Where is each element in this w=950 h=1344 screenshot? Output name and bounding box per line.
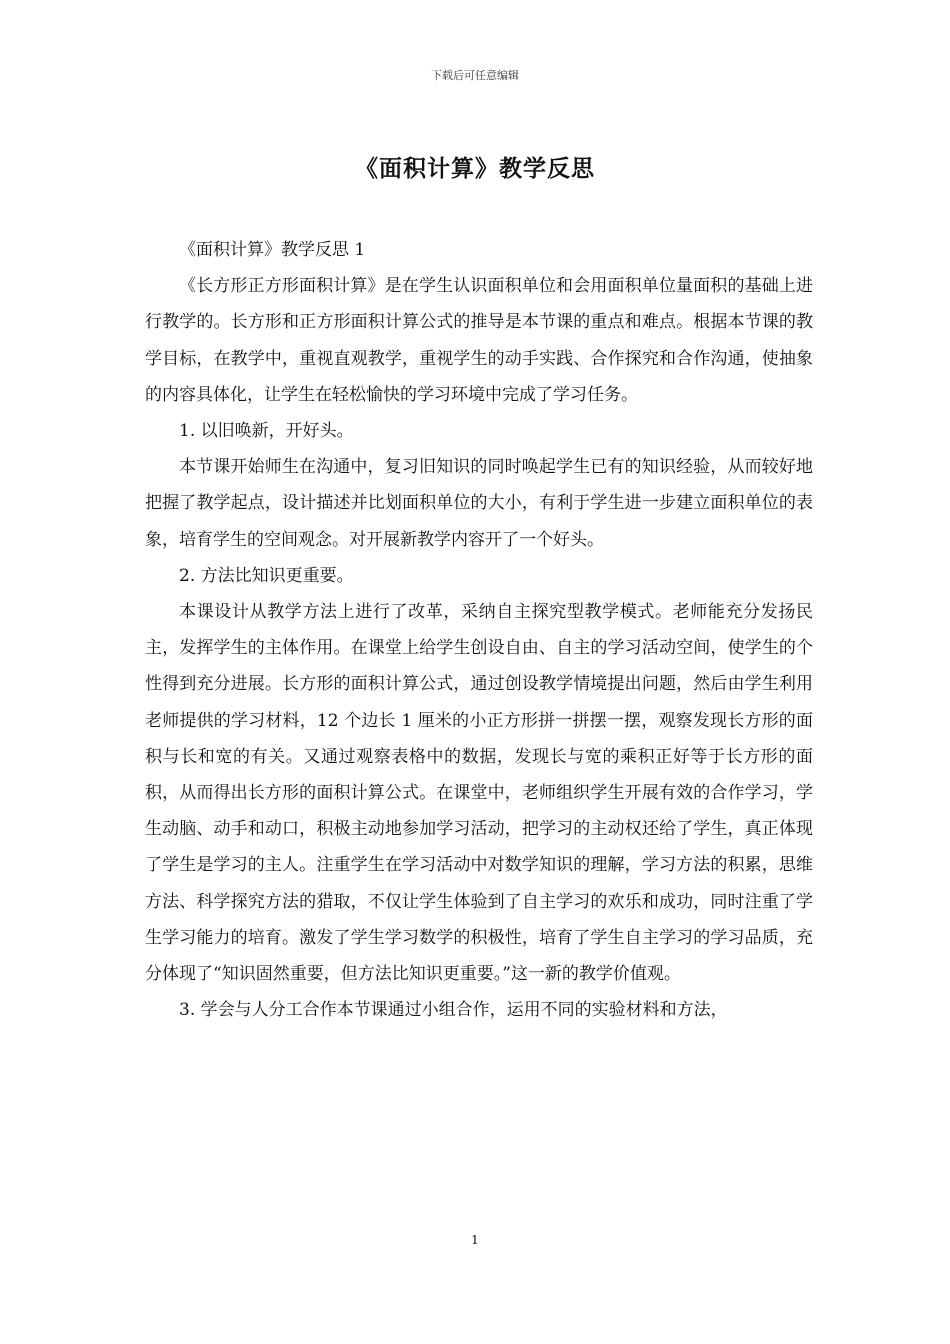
page-number: 1 — [471, 1233, 479, 1247]
paragraph: 《长方形正方形面积计算》是在学生认识面积单位和会用面积单位量面积的基础上进行教学的。长方形和正方形面积计算公式的推导是本节课的重点和难点。根据本节课的教学目标，在教学中，重视直观教学，重视学生的动手实践、合作探究和合作沟通，使抽象的内容具体化，让学生在轻松愉快的学习环境中完成了学习任务。 — [145, 276, 813, 405]
paragraph-heading: 2. 方法比知识更重要。 — [179, 565, 354, 586]
paragraph: 3. 学会与人分工合作本节课通过小组合作，运用不同的实验材料和方法， — [179, 1000, 728, 1021]
paragraph-heading: 1. 以旧唤新，开好头。 — [179, 421, 354, 442]
paragraph: 本节课开始师生在沟通中，复习旧知识的同时唤起学生已有的知识经验，从而较好地把握了教学起点，设计描述并比划面积单位的大小，有利于学生进一步建立面积单位的表象，培育学生的空间观念。对开展新教学内容开了一个好头。 — [145, 457, 813, 550]
document-title: 《面积计算》教学反思 — [355, 156, 595, 182]
header-note: 下载后可任意编辑 — [431, 69, 519, 82]
paragraph-subtitle: 《面积计算》教学反思 1 — [179, 240, 366, 260]
paragraph: 本课设计从教学方法上进行了改革，采纳自主探究型教学模式。老师能充分发扬民主，发挥学生的主体作用。在课堂上给学生创设自由、自主的学习活动空间，使学生的个性得到充分进展。长方形的面积计算公式，通过创设教学情境提出问题，然后由学生利用老师提供的学习材料，12 个边长 1 厘米的小正方形拼一拼摆一摆，观察发现长方形的面积与长和宽的有关。又通过观察表格中的数据，发现长与宽的乘积正好等于长方形的面积，从而得出长方形的面积计算公式。在课堂中，老师组织学生开展有效的合作学习，学生动脑、动手和动口，积极主动地参加学习活动，把学习的主动权还给了学生，真正体现了学生是学习的主人。注重学生在学习活动中对数学知识的理解，学习方法的积累，思维方法、科学探究方法的猎取，不仅让学生体验到了自主学习的欢乐和成功，同时注重了学生学习能力的培育。激发了学生学习数学的积极性，培育了学生自主学习的学习品质，充分体现了“知识固然重要，但方法比知识更重要。”这一新的教学价值观。 — [145, 602, 813, 985]
document-body — [145, 232, 813, 1028]
